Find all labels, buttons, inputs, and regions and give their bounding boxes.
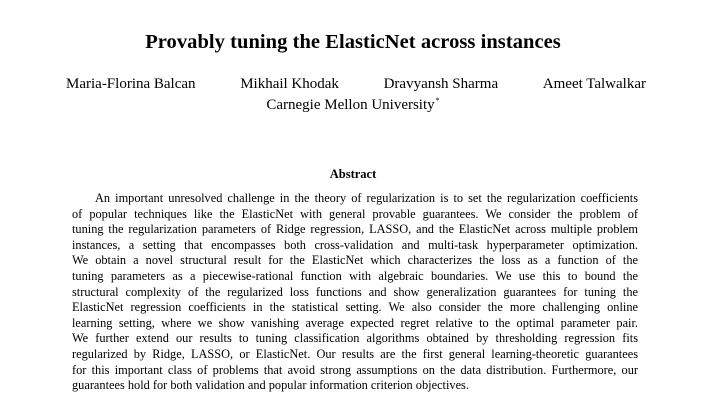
abstract-line: for this important class of problems that avoid strong assumptions on the data distribution. Furthermore, our [72, 362, 638, 377]
abstract-line: tuning parameters as a piecewise-rational function with algebraic boundaries. We use this to bound the [72, 268, 638, 283]
author-list [66, 76, 646, 93]
author-name: Ameet Talwalkar [542, 76, 646, 92]
abstract-heading: Abstract [329, 167, 377, 181]
affiliation-name: Carnegie Mellon University [266, 97, 435, 113]
abstract-line: guarantees hold for both validation and popular information criterion objectives. [72, 378, 469, 393]
abstract-line: of popular techniques like the ElasticNet with general provable guarantees. We consider the problem of [72, 206, 638, 221]
affiliation-footnote-mark: * [435, 96, 440, 105]
abstract-line: tuning the regularization parameters of Ridge regression, LASSO, and the ElasticNet across multiple problem [72, 222, 638, 237]
abstract-line: We further extend our results to tuning classification algorithms obtained by thresholding regression fits [72, 331, 638, 346]
abstract-line: An important unresolved challenge in the theory of regularization is to set the regularization coefficients [95, 191, 638, 205]
paper-title: Provably tuning the ElasticNet across instances [145, 31, 561, 53]
abstract-line: structural complexity of the regularized loss functions and show generalization guarantees for tuning the [72, 284, 638, 299]
affiliation [0, 96, 706, 114]
abstract-line: ElasticNet regression coefficients in the statistical setting. We also consider the more challenging online [72, 300, 638, 315]
abstract-line: regularized by Ridge, LASSO, or ElasticNet. Our results are the first general learning-theoretic guarantees [72, 346, 638, 361]
author-name: Dravyansh Sharma [383, 76, 499, 92]
abstract-line: instances, a setting that encompasses both cross-validation and multi-task hyperparameter optimization. [72, 237, 638, 252]
abstract-line: learning setting, where we show vanishing average expected regret relative to the optimal parameter pair. [72, 315, 638, 330]
author-name: Mikhail Khodak [240, 76, 339, 92]
author-name: Maria-Florina Balcan [66, 76, 196, 92]
abstract-body [72, 191, 638, 394]
abstract-line: We obtain a novel structural result for the ElasticNet which characterizes the loss as a function of the [72, 253, 638, 268]
